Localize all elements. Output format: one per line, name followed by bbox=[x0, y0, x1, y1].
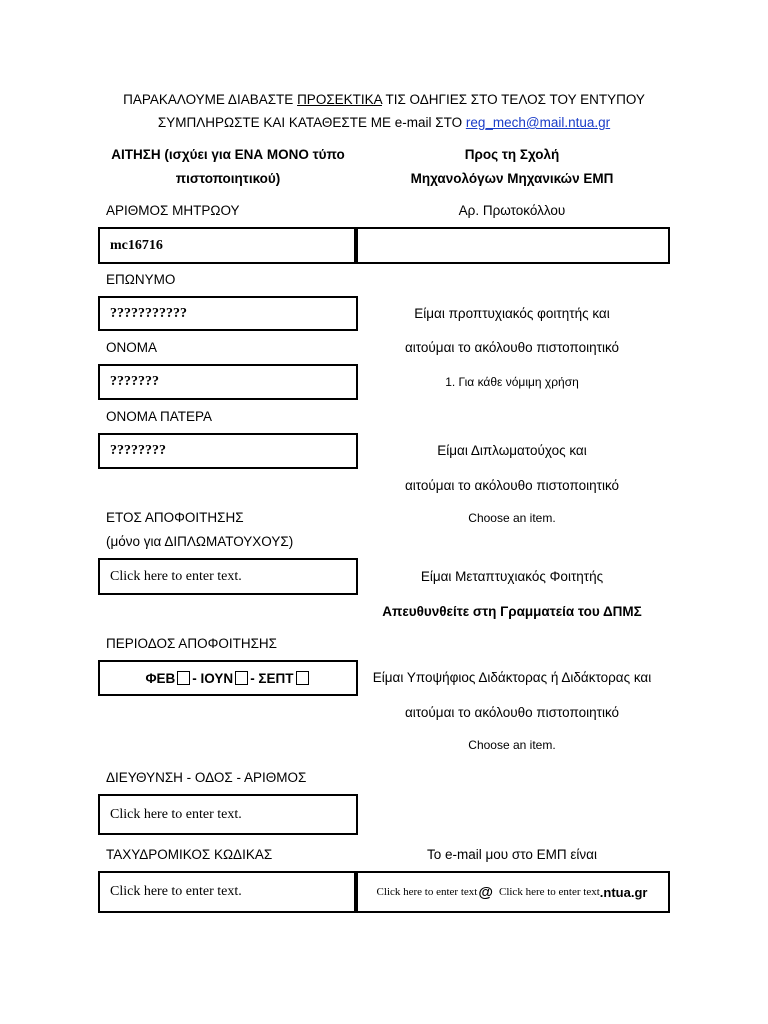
surname-field[interactable] bbox=[98, 296, 358, 331]
registry-email-link[interactable]: reg_mech@mail.ntua.gr bbox=[465, 115, 611, 130]
address-label: ΔΙΕΥΘΥΝΣΗ - ΟΔΟΣ - ΑΡΙΘΜΟΣ bbox=[106, 770, 307, 785]
graduate-certificate-select[interactable]: Choose an item. bbox=[468, 511, 556, 525]
registry-number-value: mc16716 bbox=[110, 237, 163, 253]
registry-number-field[interactable] bbox=[98, 227, 358, 264]
period-feb-label: ΦΕΒ bbox=[145, 670, 176, 686]
ntua-email-field bbox=[354, 871, 670, 913]
name-label: ΟΝΟΜΑ bbox=[106, 340, 158, 355]
instructions-text-end: ΤΙΣ ΟΔΗΓΙΕΣ ΣΤΟ ΤΕΛΟΣ ΤΟΥ ΕΝΤΥΠΟΥ bbox=[381, 92, 645, 107]
surname-label: ΕΠΩΝΥΜΟ bbox=[106, 272, 176, 287]
registry-number-label: ΑΡΙΘΜΟΣ ΜΗΤΡΩΟΥ bbox=[106, 203, 240, 218]
instructions-line-1 bbox=[0, 92, 768, 107]
address-field[interactable] bbox=[98, 794, 358, 835]
phd-certificate-select[interactable]: Choose an item. bbox=[468, 738, 556, 752]
instructions-line-2 bbox=[0, 115, 768, 130]
graduation-period-field bbox=[98, 660, 358, 696]
ntua-email-label: Το e-mail μου στο ΕΜΠ είναι bbox=[426, 847, 597, 862]
email-domain-input[interactable]: Click here to enter text bbox=[498, 886, 600, 898]
period-feb-checkbox[interactable] bbox=[177, 671, 190, 685]
period-sep-checkbox[interactable] bbox=[296, 671, 309, 685]
name-value: ??????? bbox=[110, 374, 159, 389]
email-domain-suffix: .ntua.gr bbox=[599, 884, 648, 900]
email-username-input[interactable]: Click here to enter text bbox=[376, 886, 478, 898]
application-title-line-1: ΑΙΤΗΣΗ (ισχύει για ΕΝΑ ΜΟΝΟ τύπο bbox=[111, 147, 345, 162]
father-name-value: ???????? bbox=[110, 443, 166, 458]
protocol-number-label: Αρ. Πρωτοκόλλου bbox=[458, 203, 566, 218]
period-jun-label: - ΙΟΥΝ bbox=[192, 670, 234, 686]
postal-code-field[interactable] bbox=[98, 871, 358, 913]
address-value: Click here to enter text. bbox=[110, 806, 242, 822]
graduation-period-label: ΠΕΡΙΟΔΟΣ ΑΠΟΦΟΙΤΗΣΗΣ bbox=[106, 636, 278, 651]
graduation-year-label: ΕΤΟΣ ΑΠΟΦΟΙΤΗΣΗΣ bbox=[106, 510, 244, 525]
recipient-title-line-2: Μηχανολόγων Μηχανικών ΕΜΠ bbox=[410, 171, 614, 186]
name-field[interactable] bbox=[98, 364, 358, 400]
postal-code-value: Click here to enter text. bbox=[110, 884, 242, 899]
graduate-statement: Είμαι Διπλωματούχος και bbox=[437, 443, 587, 458]
graduation-year-value: Click here to enter text. bbox=[110, 568, 242, 584]
period-sep-label: - ΣΕΠΤ bbox=[250, 670, 294, 686]
undergrad-statement: Είμαι προπτυχιακός φοιτητής και bbox=[414, 306, 610, 321]
postal-code-label: ΤΑΧΥΔΡΟΜΙΚΟΣ ΚΩΔΙΚΑΣ bbox=[106, 847, 273, 862]
graduate-request: αιτούμαι το ακόλουθο πιστοποιητικό bbox=[404, 478, 620, 493]
email-at-sign: @ bbox=[478, 883, 493, 901]
recipient-title-line-1: Προς τη Σχολή bbox=[464, 147, 560, 162]
postgrad-instruction: Απευθυνθείτε στη Γραμματεία του ΔΠΜΣ bbox=[382, 604, 642, 619]
period-jun-checkbox[interactable] bbox=[235, 671, 248, 685]
graduation-year-field[interactable] bbox=[98, 558, 358, 595]
phd-statement: Είμαι Υποψήφιος Διδάκτορας ή Διδάκτορας και bbox=[372, 670, 652, 685]
undergrad-certificate-select[interactable]: 1. Για κάθε νόμιμη χρήση bbox=[445, 375, 579, 389]
father-name-field[interactable] bbox=[98, 433, 358, 469]
submit-instructions: ΣΥΜΠΛΗΡΩΣΤΕ ΚΑΙ ΚΑΤΑΘΕΣΤΕ ΜΕ e-mail ΣΤΟ bbox=[157, 115, 466, 130]
surname-value: ??????????? bbox=[110, 305, 187, 321]
protocol-number-field[interactable] bbox=[354, 227, 670, 264]
instructions-emphasis: ΠΡΟΣΕΚΤΙΚΑ bbox=[297, 92, 382, 107]
phd-request: αιτούμαι το ακόλουθο πιστοποιητικό bbox=[404, 705, 620, 720]
graduation-year-note: (μόνο για ΔΙΠΛΩΜΑΤΟΥΧΟΥΣ) bbox=[106, 534, 294, 549]
postgrad-statement: Είμαι Μεταπτυχιακός Φοιτητής bbox=[420, 569, 604, 584]
application-title-line-2: πιστοποιητικού) bbox=[175, 171, 281, 186]
father-name-label: ΟΝΟΜΑ ΠΑΤΕΡΑ bbox=[106, 409, 213, 424]
instructions-text: ΠΑΡΑΚΑΛΟΥΜΕ ΔΙΑΒΑΣΤΕ bbox=[123, 92, 298, 107]
undergrad-request: αιτούμαι το ακόλουθο πιστοποιητικό bbox=[404, 340, 620, 355]
